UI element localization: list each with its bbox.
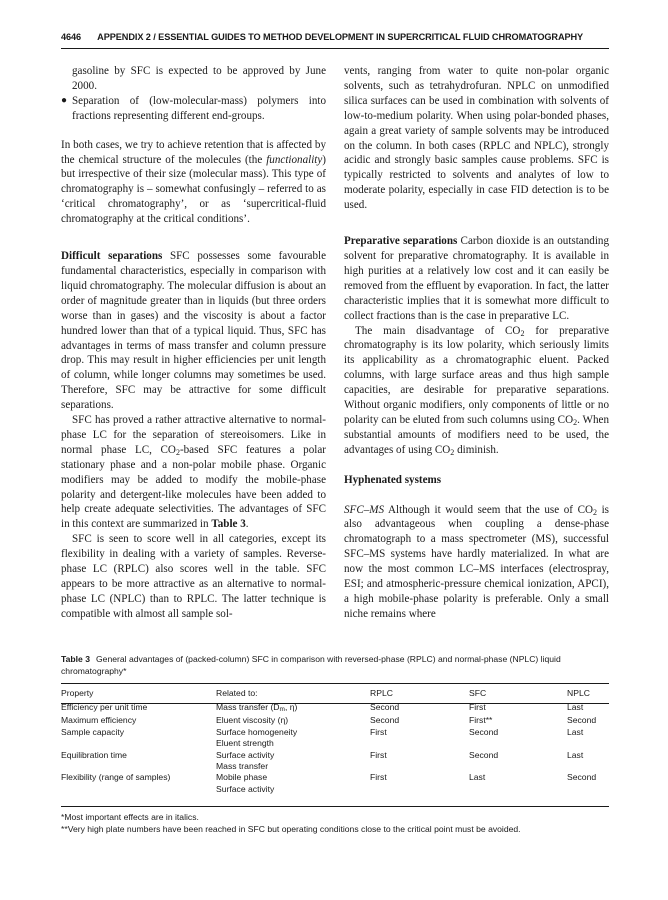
co2-subscript: 2 [573, 417, 578, 427]
paragraph-critical-chromatography [61, 138, 326, 227]
table-cell: Second [567, 715, 597, 726]
main-text-c: . When substantial amounts of modifiers need to be used, the advantages of using CO [344, 413, 610, 456]
bullet-icon: ● [61, 94, 68, 106]
table-footnote: *Most important effects are in italics. [61, 812, 199, 822]
column-header: Property [61, 688, 94, 698]
main-text-b: for preparative chromatography is its low polarity, which seriously limits its applicability as a chromatographic eluent. Packed columns, with large surface areas and thus high sample capacities, are desirable for preparative separations. Without organic modifiers, only components of little or no polarity can be eluted from such columns using CO [344, 324, 610, 426]
running-header [61, 32, 609, 46]
table-cell: Surface activity [216, 749, 275, 760]
table-cell: Eluent strength [216, 738, 274, 749]
table-cell: Last [567, 749, 584, 760]
difficult-separations-text: SFC possesses some favourable fundamental characteristics, especially in comparison with liquid chromatography. The molecular diffusion is about an order of magnitude greater than in liquids (but three orders worse than in gases) and the viscosity is about a factor hundred lower than that of a typical liquid. Thus, SFC has advantages in terms of mass transfer and column pressure drop. This may result in higher efficiencies per unit length of column, while longer columns may sometimes be used. Therefore, SFC may be attractive for some difficult separations. [61, 250, 326, 412]
para1-text-a: In both cases, we try to achieve retention that is affected by the chemical structure of the molecules (the [61, 138, 326, 166]
table-header-row [61, 684, 609, 702]
table-row [61, 727, 609, 738]
table-cell: Mass transfer [216, 761, 269, 772]
table-cell [61, 784, 216, 795]
related-subscript: m [279, 706, 285, 713]
table-cell: Second [370, 715, 400, 726]
table-cell: First** [469, 715, 493, 726]
table-cell: First [370, 749, 387, 760]
para1-emphasis: functionality [266, 153, 323, 166]
table-cell: Sample capacity [61, 726, 125, 737]
related-tail: , η) [284, 702, 298, 712]
para3-text-c: . [245, 518, 249, 531]
related-text: Mass transfer (D [216, 702, 280, 712]
co2-subscript: 2 [450, 447, 455, 457]
table-cell: Efficiency per unit time [61, 702, 148, 712]
table-cell [61, 738, 216, 749]
table-row [61, 761, 609, 772]
table-cell: First [370, 726, 387, 737]
bullet-item [61, 94, 326, 124]
paragraph-sfc-ms [344, 503, 609, 622]
table-row [61, 715, 609, 726]
main-text-a: The main disadvantage of CO [355, 324, 521, 337]
preparative-separations-text: Carbon dioxide is an outstanding solvent for preparative chromatography. It is available in high purities at a relatively low cost and it can easily be removed from the effluent by evaporation. In fact, the latter characteristic implies that it is somewhat more difficult to collect fractions than is the case in preparative LC. [344, 235, 609, 322]
table-row [61, 784, 609, 795]
column-header: Related to: [216, 688, 258, 698]
table-cell: Mobile phase [216, 772, 268, 783]
table-cell [370, 738, 469, 749]
column-header: NPLC [567, 688, 590, 698]
table-cell: Eluent viscosity (η) [216, 715, 289, 726]
left-column [61, 64, 326, 622]
table-cell: Maximum efficiency [61, 715, 137, 726]
paragraph-stereoisomers [61, 413, 326, 532]
table-cell: Second [370, 702, 400, 712]
table-row [61, 750, 609, 761]
table-cell: Last [567, 726, 584, 737]
table-cell: Second [567, 772, 597, 783]
column-header: SFC [469, 688, 487, 698]
sfcms-text-a: Although it would seem that the use of CO [384, 503, 593, 516]
co2-subscript: 2 [592, 507, 597, 517]
column-header: RPLC [370, 688, 393, 698]
table-row [61, 772, 609, 783]
table-cell [469, 784, 567, 795]
header-rule [61, 48, 609, 49]
paragraph-main-disadvantage [344, 324, 609, 458]
co2-subscript: 2 [520, 328, 525, 338]
co2-subscript: 2 [175, 447, 180, 457]
table-cell: Second [469, 726, 499, 737]
paragraph-preparative-separations [344, 234, 609, 323]
table-cell [567, 761, 609, 772]
para1-text-b: ) but irrespective of their size (molecular mass). This type of chromatography is – somewhat confusingly – referred to as ‘critical chromatography’, or as ‘supercritical-fluid chromatography at the critical conditions’. [61, 153, 326, 226]
table-cell: Surface homogeneity [216, 726, 298, 737]
running-title: APPENDIX 2 / ESSENTIAL GUIDES TO METHOD DEVELOPMENT IN SUPERCRITICAL FLUID CHROMATOGRAPHY [97, 32, 584, 42]
table-row [61, 702, 609, 715]
hyphenated-systems-heading: Hyphenated systems [344, 473, 442, 486]
preparative-separations-heading: Preparative separations [344, 235, 458, 248]
table-3-link[interactable]: Table 3 [211, 518, 246, 531]
sfc-ms-heading: SFC–MS [344, 503, 385, 516]
table-cell: Last [469, 772, 486, 783]
paragraph-scores: SFC is seen to score well in all categories, except its flexibility in dealing with a variety of samples. Reverse-phase LC (RPLC) also scores well in the table. SFC appears to be more attractive as an alternative to normal-phase LC (NPLC) than to RPLC. The latter technique is compatible with almost all sample sol- [61, 533, 326, 620]
table-caption-text: General advantages of (packed-column) SFC in comparison with reversed-phase (RPLC) and normal-phase (NPLC) liquid chromatography* [61, 654, 561, 676]
table-cell: Last [567, 702, 584, 712]
table-cell: Surface activity [216, 783, 275, 794]
table-cell [567, 784, 609, 795]
table-cell [370, 784, 469, 795]
table-row [61, 738, 609, 749]
main-text-d: diminish. [454, 443, 499, 456]
table-caption [61, 653, 609, 677]
continued-paragraph: gasoline by SFC is expected to be approved by June 2000. [72, 65, 326, 92]
sfcms-text-b: is also advantageous when coupling a dense-phase chromatograph to a mass spectrometer (MS), successful SFC–MS systems have hardly materialized. In what are now the most common LC–MS interfaces (electrospray, ESI; and atmospheric-pressure chemical ionization, APCI), a high mobile-phase polarity is preferable. Only a small niche remains where [344, 503, 609, 620]
table-cell: Second [469, 749, 499, 760]
table-cell [469, 761, 567, 772]
page-number: 4646 [61, 32, 82, 42]
table-cell [469, 738, 567, 749]
table-cell: First [469, 702, 486, 712]
table-cell: Flexibility (range of samples) [61, 772, 171, 783]
table-cell [567, 738, 609, 749]
table-label: Table 3 [61, 654, 90, 664]
table-cell [370, 761, 469, 772]
table-cell: First [370, 772, 387, 783]
para3-text-b: -based SFC features a polar stationary phase and a non-polar mobile phase. Organic modifiers may be added to modify the mobile-phase polarity and detergent-like molecules have been added to help create adequate selectivities. The advantages of SFC in this context are summarized in [61, 443, 326, 531]
table-cell [61, 761, 216, 772]
para3-text-a: SFC has proved a rather attractive alternative to normal-phase LC for the separation of stereoisomers. Like in normal phase LC, CO [61, 414, 326, 456]
paragraph-difficult-separations [61, 249, 326, 413]
bullet-text: Separation of (low-molecular-mass) polymers into fractions representing different end-groups. [72, 94, 326, 122]
right-column [344, 64, 609, 622]
table-footnote: **Very high plate numbers have been reached in SFC but operating conditions close to the critical point must be avoided. [61, 824, 521, 834]
difficult-separations-heading: Difficult separations [61, 250, 163, 263]
comparison-table [61, 684, 609, 795]
table-bottom-rule [61, 806, 609, 807]
table-cell: Equilibration time [61, 749, 127, 760]
continued-paragraph-right: vents, ranging from water to quite non-polar organic solvents, such as tetrahydrofuran. NPLC on unmodified silica surfaces can be used in combination with solvents of low-to-medium polarity. When using polar-bonded phases, again a great variety of sample solvents may be introduced on the column. In both cases (RPLC and NPLC), strongly acidic and strongly basic samples cause problems. SFC is typically restricted to solvents and analytes of low to moderate polarity, especially in case FID detection is to be used. [344, 65, 609, 212]
table-cell [216, 702, 370, 715]
